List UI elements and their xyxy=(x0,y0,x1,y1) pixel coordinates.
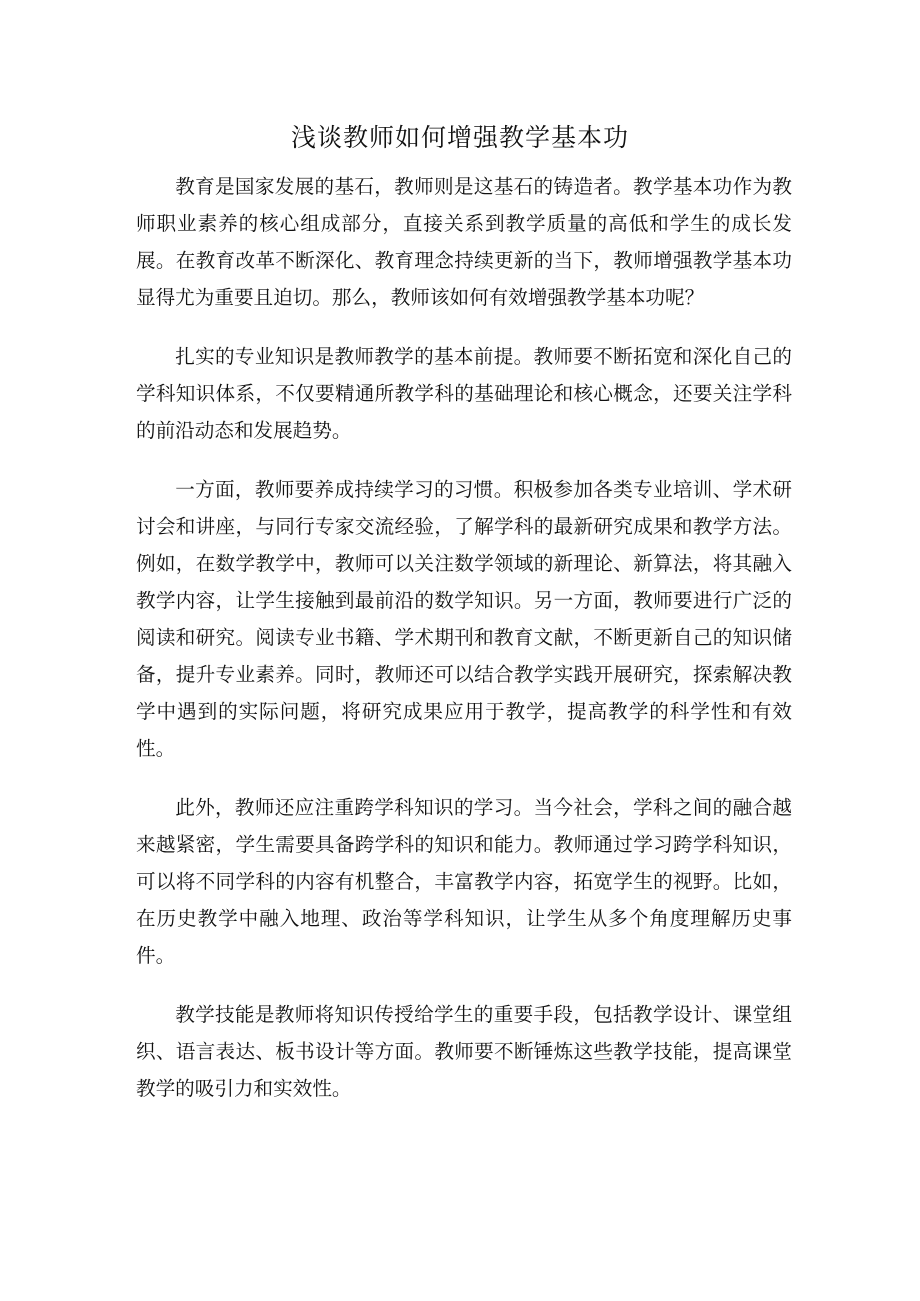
paragraph-continuous-learning: 一方面，教师要养成持续学习的习惯。积极参加各类专业培训、学术研讨会和讲座，与同行专家交流经验，了解学科的最新研究成果和教学方法。例如，在数学教学中，教师可以关注数学领域的新理论、新算法，将其融入教学内容，让学生接触到最前沿的数学知识。另一方面，教师要进行广泛的阅读和研究。阅读专业书籍、学术期刊和教育文献，不断更新自己的知识储备，提升专业素养。同时，教师还可以结合教学实践开展研究，探索解决教学中遇到的实际问题，将研究成果应用于教学，提高教学的科学性和有效性。 xyxy=(136,478,792,760)
document-body xyxy=(136,168,792,1129)
paragraph-teaching-skills: 教学技能是教师将知识传授给学生的重要手段，包括教学设计、课堂组织、语言表达、板书设计等方面。教师要不断锤炼这些教学技能，提高课堂教学的吸引力和实效性。 xyxy=(136,1003,792,1100)
paragraph-professional-knowledge: 扎实的专业知识是教师教学的基本前提。教师要不断拓宽和深化自己的学科知识体系，不仅要精通所教学科的基础理论和核心概念，还要关注学科的前沿动态和发展趋势。 xyxy=(136,345,792,442)
paragraph-intro: 教育是国家发展的基石，教师则是这基石的铸造者。教学基本功作为教师职业素养的核心组成部分，直接关系到教学质量的高低和学生的成长发展。在教育改革不断深化、教育理念持续更新的当下，教师增强教学基本功显得尤为重要且迫切。那么，教师该如何有效增强教学基本功呢？ xyxy=(136,175,792,309)
paragraph-interdisciplinary: 此外，教师还应注重跨学科知识的学习。当今社会，学科之间的融合越来越紧密，学生需要具备跨学科的知识和能力。教师通过学习跨学科知识，可以将不同学科的内容有机整合，丰富教学内容，拓宽学生的视野。比如，在历史教学中融入地理、政治等学科知识，让学生从多个角度理解历史事件。 xyxy=(136,796,792,967)
document-title: 浅谈教师如何增强教学基本功 xyxy=(290,123,629,152)
